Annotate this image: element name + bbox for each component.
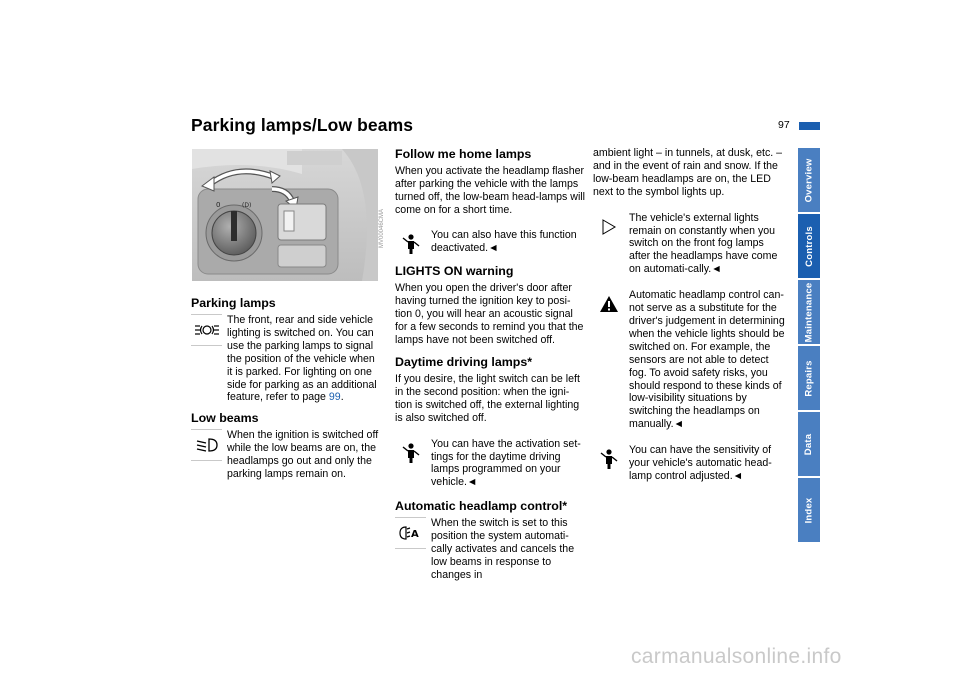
warning-icon (593, 289, 624, 319)
low-beams-block (191, 429, 381, 481)
service-person-icon (395, 229, 426, 259)
low-beam-icon (191, 429, 222, 461)
heading-follow-me-home: Follow me home lamps (395, 147, 532, 161)
lights-on-warning-text: When you open the driver's door after having turned the ignition key to posi-tion 0, you will hear an acoustic signal for a few seconds to remind you that the lamps have not been switched off. (395, 282, 584, 347)
tab-repairs[interactable]: Repairs (798, 346, 820, 410)
tab-data[interactable]: Data (798, 412, 820, 476)
svg-text:A: A (410, 529, 419, 541)
column-1 (191, 296, 381, 481)
svg-text:(D): (D) (242, 202, 252, 209)
tab-maintenance[interactable]: Maintenance (798, 280, 820, 344)
follow-me-home-note (395, 229, 585, 255)
page-accent-bar (799, 122, 820, 130)
automatic-headlamp-block (395, 517, 585, 582)
daytime-note (395, 438, 585, 490)
photo-code: MV00046CMA (379, 208, 385, 248)
heading-low-beams: Low beams (191, 411, 259, 426)
parking-lamps-text: The front, rear and side vehicle lighting is switched on. You can use the parking lamps to signal the position of the vehicle when it is parked. For lighting on one side for parking as an additional feature, refer to page 99. (227, 314, 377, 404)
tab-overview[interactable]: Overview (798, 148, 820, 212)
safety-warning-text: Automatic headlamp control can-not serve as a substitute for the driver's judgement in determining when the vehicle lights should be switched on. For example, the sensors are not able to detect fog. To avoid safety risks, you should respond to these kinds of low-visibility situations by switching the headlamps on manually.◄ (629, 289, 785, 431)
daytime-driving-lamps-text: If you desire, the light switch can be left in the second position: when the igni-tion is switched off, the external lighting is also switched off. (395, 372, 580, 424)
column-3 (593, 147, 785, 483)
page-title: Parking lamps/Low beams (191, 115, 414, 135)
light-switch-photo (192, 149, 378, 281)
safety-warning (593, 289, 785, 431)
low-beams-text: When the ignition is switched off while the low beams are on, the headlamps go out and only the parking lamps remain on. (227, 429, 379, 481)
heading-automatic-headlamp-control: Automatic headlamp control* (395, 499, 568, 514)
heading-daytime-driving-lamps: Daytime driving lamps* (395, 354, 533, 369)
follow-me-home-text: When you activate the headlamp flasher after parking the vehicle with the lamps turned off, the low-beam head-lamps will come on for a short time. (395, 165, 585, 216)
sensitivity-note-text: You can have the sensitivity of your vehicle's automatic head-lamp control adjusted.◄ (629, 444, 772, 482)
follow-me-home-note-text: You can also have this function deactivated.◄ (431, 228, 577, 254)
service-person-icon (593, 444, 624, 474)
fog-lamps-note (593, 212, 785, 277)
watermark: carmanualsonline.info (631, 645, 842, 668)
parking-lamps-block (191, 314, 381, 404)
section-tabs (798, 148, 820, 544)
service-person-icon (395, 438, 426, 468)
sensitivity-note (593, 444, 785, 483)
tab-controls[interactable]: Controls (798, 214, 820, 278)
page-number: 97 (778, 119, 790, 131)
tab-index[interactable]: Index (798, 478, 820, 542)
automatic-headlamp-icon (395, 517, 426, 549)
svg-text:0: 0 (216, 201, 221, 209)
fog-lamps-note-text: The vehicle's external lights remain on constantly when you switch on the front fog lamps after the headlamps have come on automati-cally.◄ (629, 211, 778, 276)
heading-lights-on-warning: LIGHTS ON warning (395, 264, 514, 279)
automatic-headlamp-text: When the switch is set to this position the system automati-cally activates and cancels the low beams in response to changes in (431, 517, 575, 581)
heading-parking-lamps: Parking lamps (191, 296, 276, 310)
page-99-link[interactable]: 99 (328, 391, 341, 404)
note-triangle-icon (593, 212, 624, 242)
automatic-headlamp-continued: ambient light – in tunnels, at dusk, etc. – and in the event of rain and snow. If the low-beam headlamps are on, the LED next to the symbol lights up. (593, 147, 783, 198)
daytime-note-text: You can have the activation set-tings for the daytime driving lamps programmed on your vehicle.◄ (431, 437, 581, 489)
parking-lamps-icon (191, 314, 222, 346)
column-2 (395, 147, 585, 582)
